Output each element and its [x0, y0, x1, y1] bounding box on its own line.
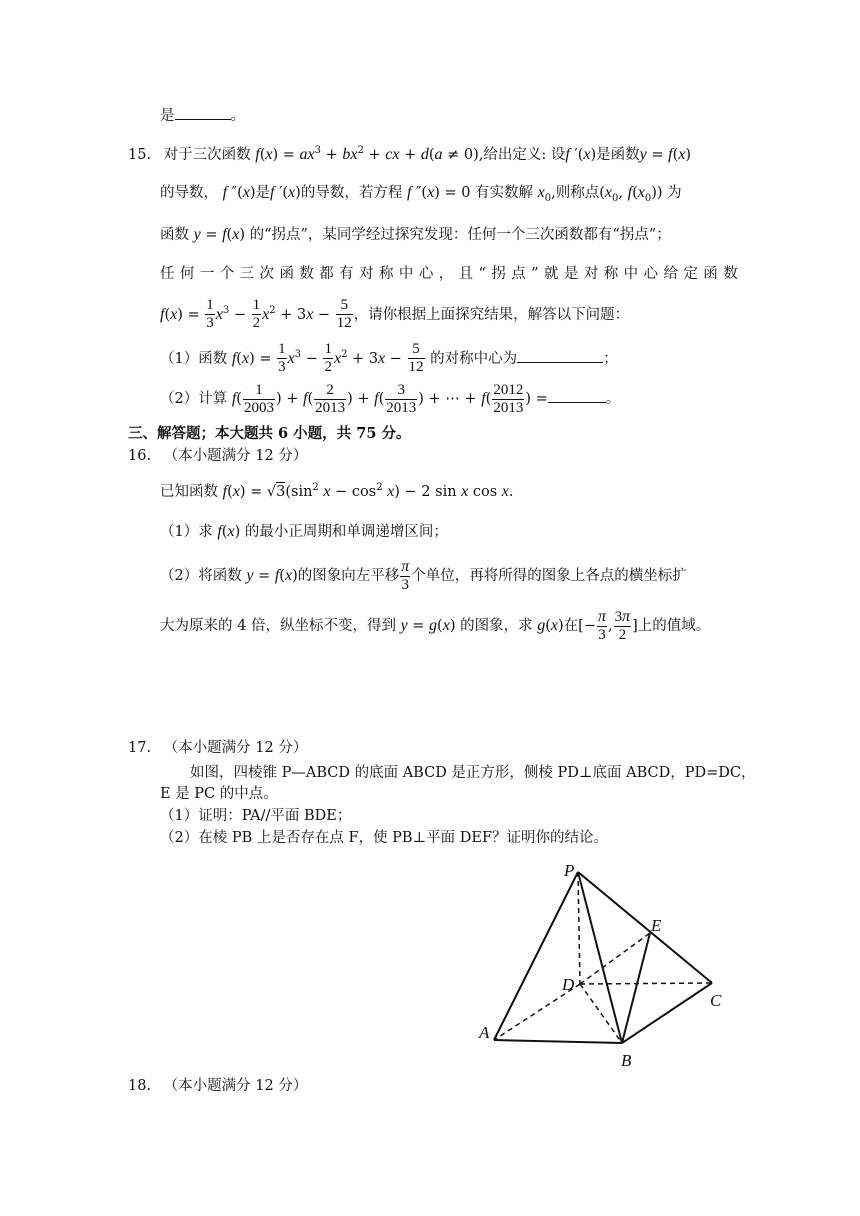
q18-header: 18. （本小题满分 12 分）	[128, 1078, 308, 1094]
sum-expression: f( $\frac{1}{2003}$ ) + f( $\frac{2}{2013}$ ) + f( $\frac{3}{2013}$ ) + ⋯ + f( $\frac{2012}{2013}$ ) =	[231, 381, 548, 416]
edge-PB	[578, 872, 622, 1043]
q16-part1: （1）求 f(x) 的最小正周期和单调递增区间；	[160, 523, 448, 540]
q15-part1: （1）函数 f(x) = $\frac{1}{3}$ $x^3$ − $\frac{1}{2}$ $x^2 + 3x$ − $\frac{5}{12}$ 的对称中心为 ；	[160, 341, 618, 376]
edge-PD	[578, 872, 580, 984]
label-C: C	[710, 991, 722, 1010]
q17-desc2: E 是 PC 的中点。	[160, 786, 278, 802]
q15-part2: （2）计算 f( $\frac{1}{2003}$ ) + f( $\frac{2}{2013}$ ) + f( $\frac{3}{2013}$ ) + ⋯ + f( $\frac{2012}{2013}$ ) = 。	[160, 381, 621, 416]
interval: [− $\frac{\pi}{3}$ , $\frac{3\pi}{2}$ ]	[578, 608, 638, 643]
q16-part2-cont: 大为原来的 4 倍，纵坐标不变，得到 y = g(x) 的图象，求 g(x)在[− $\frac{\pi}{3}$ , $\frac{3\pi}{2}$ ]上的值域。	[160, 608, 711, 643]
q15-line4: 任 何 一 个 三 次 函 数 都 有 对 称 中 心 ， 且 “ 拐 点 ” 就 是 对 称 中 心 给 定 函 数	[160, 266, 739, 282]
q15-line3: 函数 y = f(x) 的“拐点”，某同学经过探究发现：任何一个三次函数都有“拐点”；	[160, 226, 671, 243]
q16-header: 16. （本小题满分 12 分）	[128, 448, 308, 464]
edge-PC	[578, 872, 712, 983]
label-A: A	[479, 1023, 490, 1042]
answer-blank	[175, 105, 231, 120]
edge-AB	[494, 1040, 622, 1043]
q15-line1: 15. 对于三次函数 $f(x) = ax^3 + bx^2$ + cx + d(a ≠ 0),给出定义: 设f ′(x)是函数y = f(x)	[128, 145, 692, 163]
question-number: 15.	[128, 146, 152, 163]
question-number: 18.	[128, 1078, 152, 1094]
q16-function: $f(x) = √3(\sin^2$ $x - \cos^2 x) - 2$ sin x cos x.	[222, 482, 514, 500]
label-D: D	[562, 975, 575, 994]
section-heading: 三、解答题；本大题共 6 小题，共 75 分。	[128, 425, 411, 442]
q17-header: 17. （本小题满分 12 分）	[128, 740, 308, 756]
given-function: f(x) = $\frac{1}{3}$ $x^3$ − $\frac{1}{2}$ $x^2 + 3x$ − $\frac{5}{12}$	[160, 297, 352, 332]
question-number: 16.	[128, 448, 152, 464]
edge-DB	[580, 984, 622, 1043]
edge-PA	[494, 872, 578, 1040]
q17-part1: （1）证明：PA//平面 BDE；	[160, 808, 352, 824]
q16-part2: （2）将函数 y = f(x)的图象向左平移 $\frac{\pi}{3}$ 个单位，再将所得的图象上各点的横坐标扩	[160, 558, 687, 593]
cubic-formula: $f(x) = ax^3 + bx^2$ + cx + d(a ≠ 0),	[255, 145, 484, 163]
label-E: E	[651, 916, 662, 935]
pyramid-figure	[470, 856, 740, 1076]
answer-blank-line: 是 。	[160, 105, 245, 126]
q16-given: 已知函数 $f(x) = √3(\sin^2$ $x - \cos^2 x) - 2$ sin x cos x.	[160, 482, 514, 500]
question-number: 17.	[128, 740, 152, 756]
q15-line5: f(x) = $\frac{1}{3}$ $x^3$ − $\frac{1}{2}$ $x^2 + 3x$ − $\frac{5}{12}$ ，请你根据上面探究结果，解答以下问题：	[160, 297, 630, 332]
q17-part2: （2）在棱 PB 上是否存在点 F，使 PB⊥平面 DEF？证明你的结论。	[160, 830, 609, 846]
edge-DC	[580, 983, 712, 984]
answer-blank	[548, 388, 606, 403]
label-B: B	[621, 1051, 632, 1070]
q15-line2: 的导数， f ″(x)是f ′(x)的导数，若方程 f ″(x) = 0 有实数解 $x_0$,则称点($x_0$, $f(x_0)$) 为	[160, 184, 682, 204]
q17-desc1: 如图，四棱锥 P—ABCD 的底面 ABCD 是正方形，侧棱 PD⊥底面 ABCD，PD=DC，	[190, 765, 756, 781]
label-P: P	[564, 861, 575, 880]
answer-blank	[517, 348, 603, 363]
